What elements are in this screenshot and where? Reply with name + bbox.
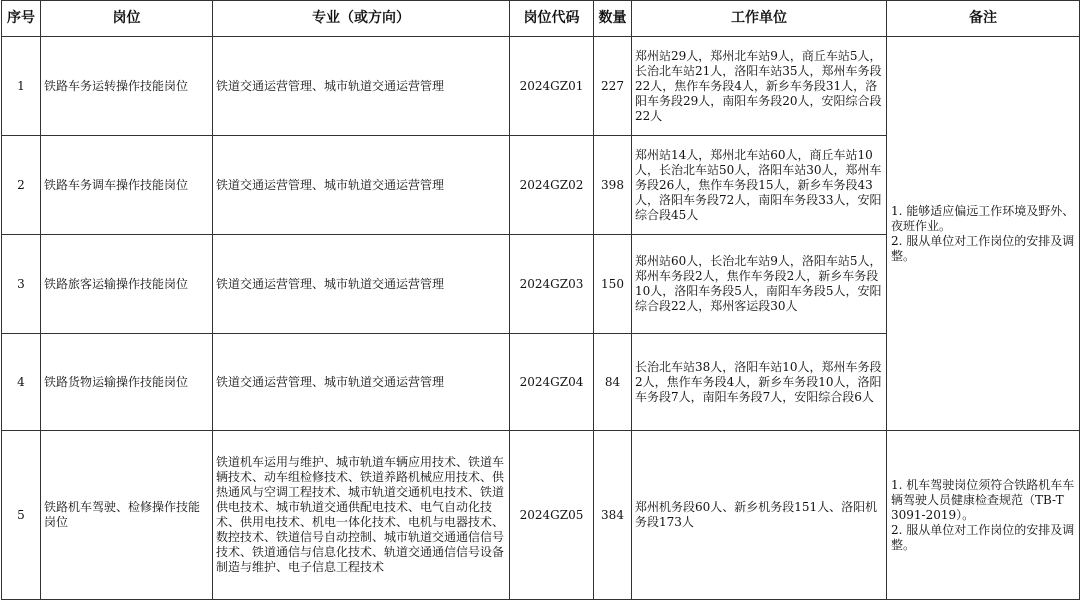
table-row <box>2 37 1080 136</box>
cell-unit: 郑州站29人，郑州北车站9人，商丘车站5人，长治北车站21人，洛阳车站35人，郑州车务段22人，焦作车务段4人，新乡车务段31人，洛阳车务段29人，南阳车务段20人，安阳综合段22人 <box>632 37 887 136</box>
cell-major: 铁道交通运营管理、城市轨道交通运营管理 <box>213 136 510 235</box>
header-major: 专业（或方向） <box>213 1 510 37</box>
recruitment-table <box>1 0 1080 600</box>
cell-count: 150 <box>594 235 632 334</box>
header-no: 序号 <box>2 1 41 37</box>
header-row <box>2 1 1080 37</box>
cell-unit: 郑州机务段60人、新乡机务段151人、洛阳机务段173人 <box>632 431 887 600</box>
header-code: 岗位代码 <box>510 1 594 37</box>
cell-no: 3 <box>2 235 41 334</box>
cell-position: 铁路车务调车操作技能岗位 <box>41 136 213 235</box>
header-position: 岗位 <box>41 1 213 37</box>
cell-no: 2 <box>2 136 41 235</box>
cell-position: 铁路旅客运输操作技能岗位 <box>41 235 213 334</box>
remark-line: 2. 服从单位对工作岗位的安排及调整。 <box>891 522 1075 552</box>
cell-count: 84 <box>594 334 632 431</box>
cell-no: 1 <box>2 37 41 136</box>
cell-code: 2024GZ03 <box>510 235 594 334</box>
remark-line: 1. 能够适应偏远工作环境及野外、夜班作业。 <box>891 203 1075 233</box>
header-remark: 备注 <box>887 1 1080 37</box>
cell-count: 398 <box>594 136 632 235</box>
header-unit: 工作单位 <box>632 1 887 37</box>
remark-line: 2. 服从单位对工作岗位的安排及调整。 <box>891 233 1075 263</box>
header-count: 数量 <box>594 1 632 37</box>
cell-count: 227 <box>594 37 632 136</box>
remark-line: 1. 机车驾驶岗位须符合铁路机车车辆驾驶人员健康检查规范（TB-T 3091-2019）。 <box>891 477 1075 522</box>
cell-major: 铁道交通运营管理、城市轨道交通运营管理 <box>213 334 510 431</box>
cell-remark-group2 <box>887 431 1080 600</box>
cell-code: 2024GZ05 <box>510 431 594 600</box>
cell-no: 4 <box>2 334 41 431</box>
cell-remark-group1 <box>887 37 1080 431</box>
cell-code: 2024GZ01 <box>510 37 594 136</box>
table-row <box>2 431 1080 600</box>
cell-position: 铁路货物运输操作技能岗位 <box>41 334 213 431</box>
cell-major: 铁道交通运营管理、城市轨道交通运营管理 <box>213 37 510 136</box>
cell-position: 铁路机车驾驶、检修操作技能岗位 <box>41 431 213 600</box>
cell-unit: 郑州站14人，郑州北车站60人，商丘车站10人，长治北车站50人，洛阳车站30人，郑州车务段26人，焦作车务段15人，新乡车务段43人，洛阳车务段72人，南阳车务段33人，安阳综合段45人 <box>632 136 887 235</box>
cell-unit: 郑州站60人，长治北车站9人，洛阳车站5人，郑州车务段2人，焦作车务段2人，新乡车务段10人，洛阳车务段5人，南阳车务段5人，安阳综合段22人，郑州客运段30人 <box>632 235 887 334</box>
cell-major: 铁道交通运营管理、城市轨道交通运营管理 <box>213 235 510 334</box>
cell-major: 铁道机车运用与维护、城市轨道车辆应用技术、铁道车辆技术、动车组检修技术、铁道养路机械应用技术、供热通风与空调工程技术、城市轨道交通机电技术、铁道供电技术、城市轨道交通供配电技术、电气自动化技术、供用电技术、机电一体化技术、电机与电器技术、数控技术、铁道信号自动控制、城市轨道交通通信信号技术、铁道通信与信息化技术、轨道交通通信信号设备制造与维护、电子信息工程技术 <box>213 431 510 600</box>
cell-count: 384 <box>594 431 632 600</box>
cell-code: 2024GZ04 <box>510 334 594 431</box>
cell-unit: 长治北车站38人，洛阳车站10人，郑州车务段2人，焦作车务段4人，新乡车务段10人，洛阳车务段7人，南阳车务段7人，安阳综合段6人 <box>632 334 887 431</box>
cell-code: 2024GZ02 <box>510 136 594 235</box>
cell-position: 铁路车务运转操作技能岗位 <box>41 37 213 136</box>
cell-no: 5 <box>2 431 41 600</box>
